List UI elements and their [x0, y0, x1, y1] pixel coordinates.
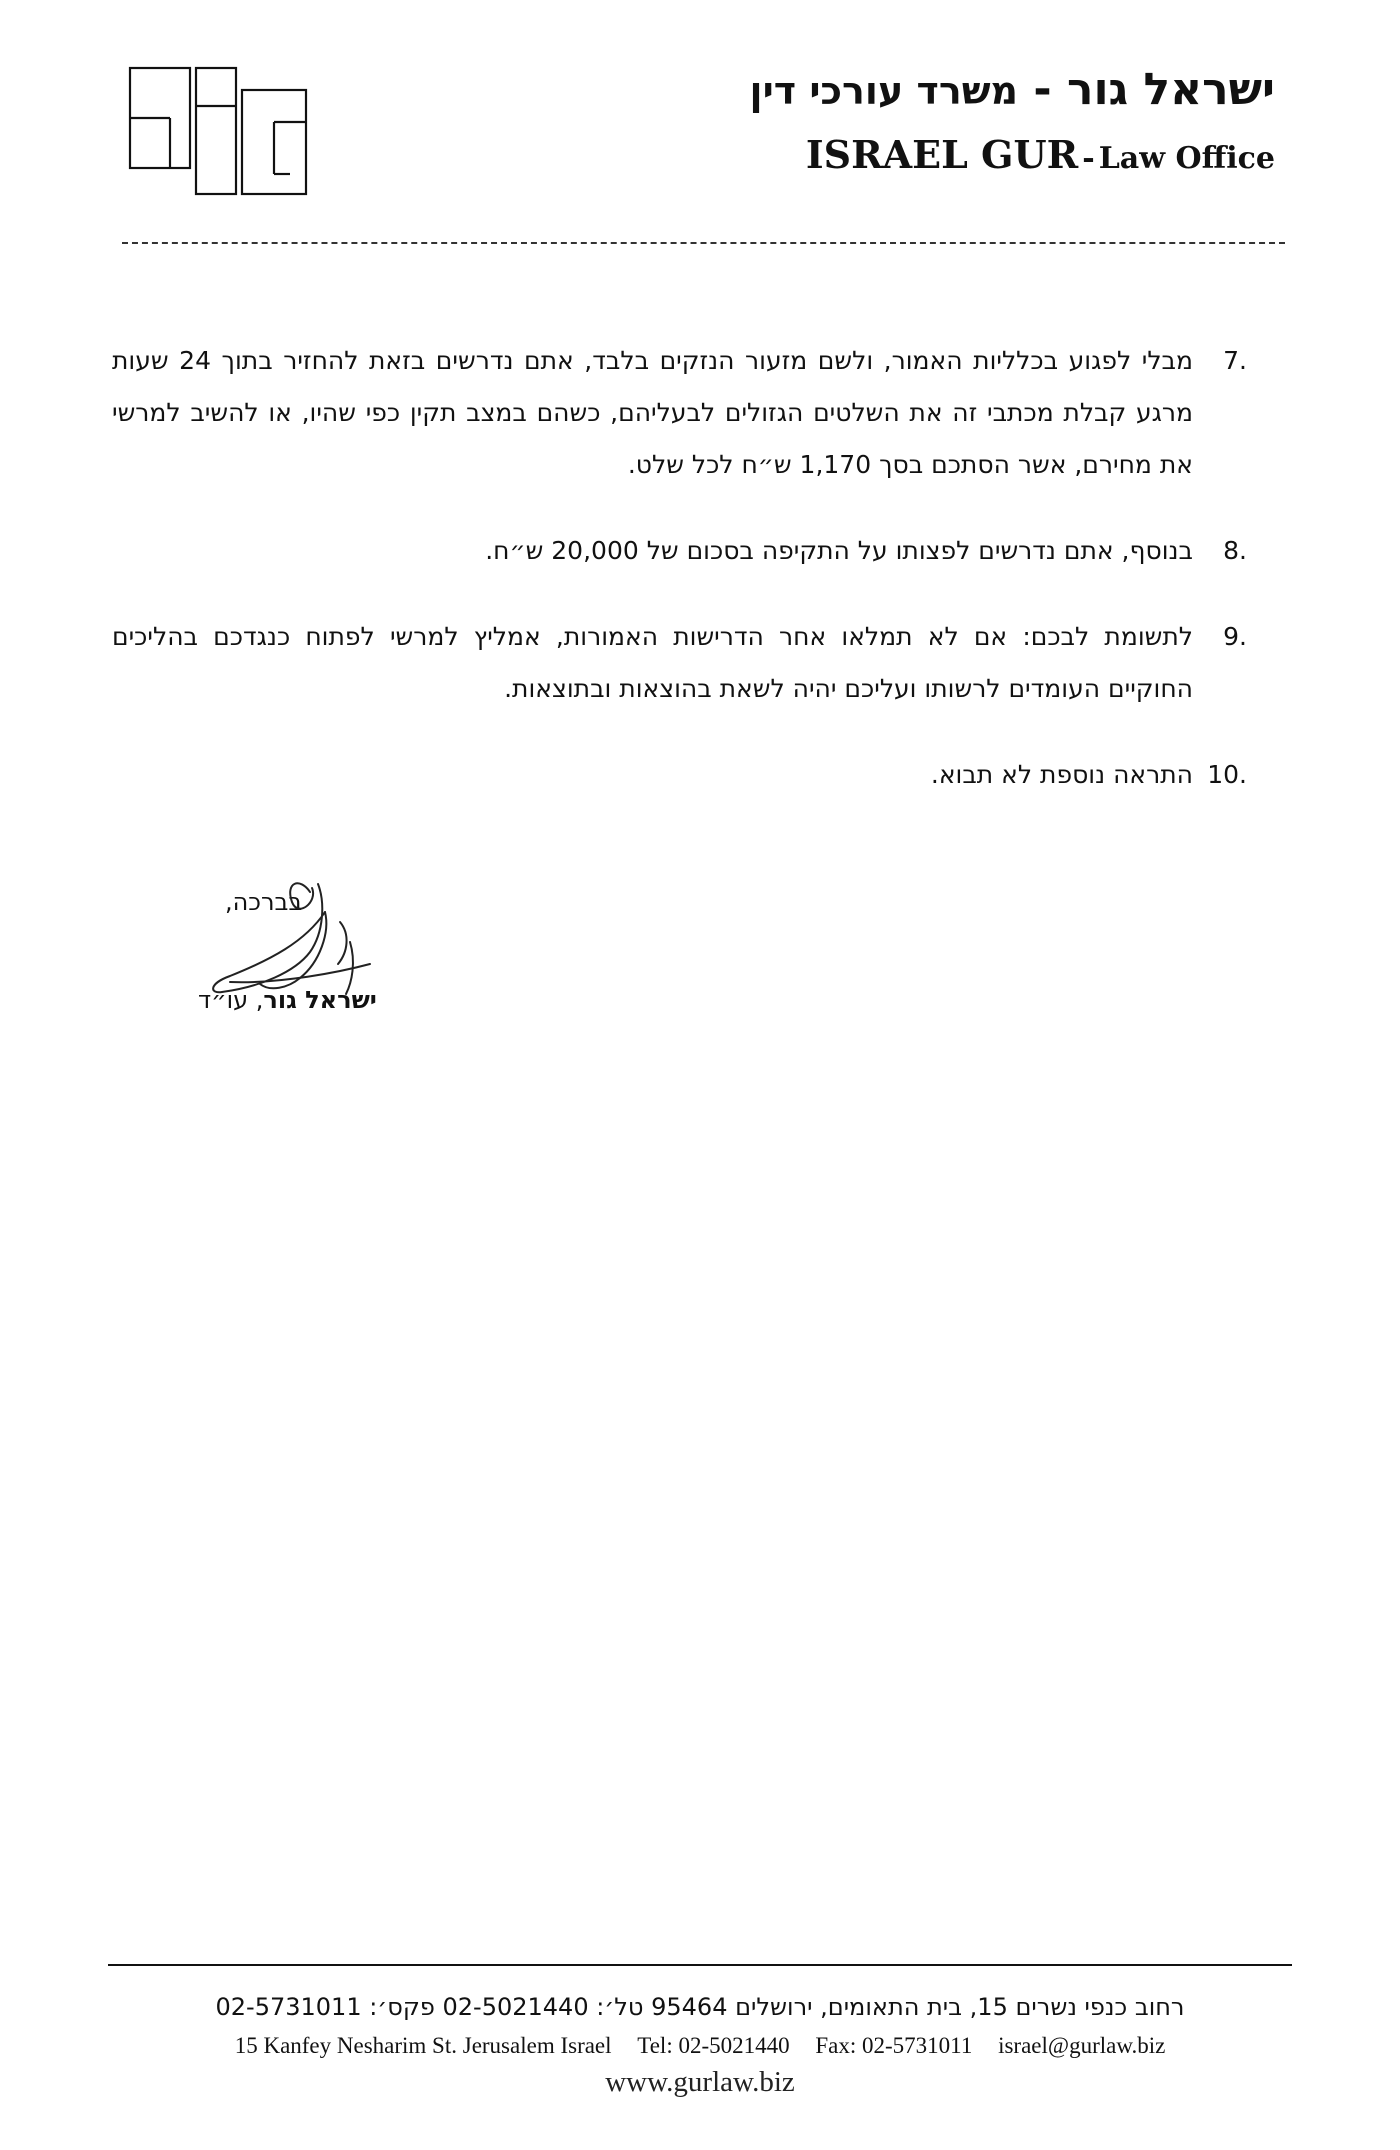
clause-text: התראה נוספת לא תבוא. [930, 760, 1193, 789]
signer-name: ישראל גור [263, 986, 377, 1014]
clause-9 [112, 611, 1245, 715]
clause-number: .9 [1223, 622, 1247, 651]
clause-text: בנוסף, אתם נדרשים לפצותו על התקיפה בסכום של 20,000 ש״ח. [485, 536, 1193, 565]
clause-8 [112, 525, 1245, 577]
clause-text: לתשומת לבכם: אם לא תמלאו אחר הדרישות האמורות, אמליץ למרשי לפתוח כנגדכם בהליכים החוקיים העומדים לרשותו ועליכם יהיה לשאת בהוצאות ובתוצאות. [112, 622, 1193, 703]
law-office-logo [128, 66, 308, 196]
hebrew-letterhead [750, 64, 1275, 115]
english-separator: - [1082, 141, 1095, 176]
hebrew-name: ישראל גור [1066, 64, 1275, 115]
english-suffix: Law Office [1098, 141, 1275, 176]
signer-title: , עו״ד [198, 986, 264, 1014]
clause-number: .7 [1223, 346, 1247, 375]
closing-greeting: בברכה, [225, 888, 303, 916]
clause-7 [112, 335, 1245, 491]
clause-number: .10 [1207, 760, 1247, 789]
footer-divider [108, 1964, 1292, 1966]
clause-text: מבלי לפגוע בכלליות האמור, ולשם מזעור הנזקים בלבד, אתם נדרשים בזאת להחזיר בתוך 24 שעות מרגע קבלת מכתבי זה את השלטים הגזולים לבעליהם, כשהם במצב תקין כפי שהיו, או להשיב למרשי את מחירם, אשר הסתכם בסך 1,170 ש״ח לכל שלט. [112, 346, 1193, 479]
footer-email[interactable]: israel@gurlaw.biz [998, 2033, 1166, 2058]
clause-10 [112, 749, 1245, 801]
english-letterhead [806, 132, 1275, 177]
hebrew-firm: משרד עורכי דין [749, 69, 1019, 113]
footer-fax: Fax: 02-5731011 [815, 2033, 973, 2058]
footer-english-address: 15 Kanfey Nesharim St. Jerusalem Israel [234, 2033, 612, 2058]
hebrew-separator: - [1018, 64, 1067, 115]
footer-phone: Tel: 02-5021440 [637, 2033, 790, 2058]
footer-website-link[interactable]: www.gurlaw.biz [605, 2066, 795, 2098]
footer-english-contact [0, 2033, 1400, 2059]
letter-body [112, 335, 1245, 835]
clause-number: .8 [1223, 536, 1247, 565]
english-name: ISRAEL GUR [805, 132, 1079, 177]
footer-hebrew-address: רחוב כנפי נשרים 15, בית התאומים, ירושלים 95464 טל׳: 02-5021440 פקס׳: 02-5731011 [215, 1993, 1185, 2021]
header-divider [122, 242, 1285, 244]
signer-line [198, 986, 377, 1014]
